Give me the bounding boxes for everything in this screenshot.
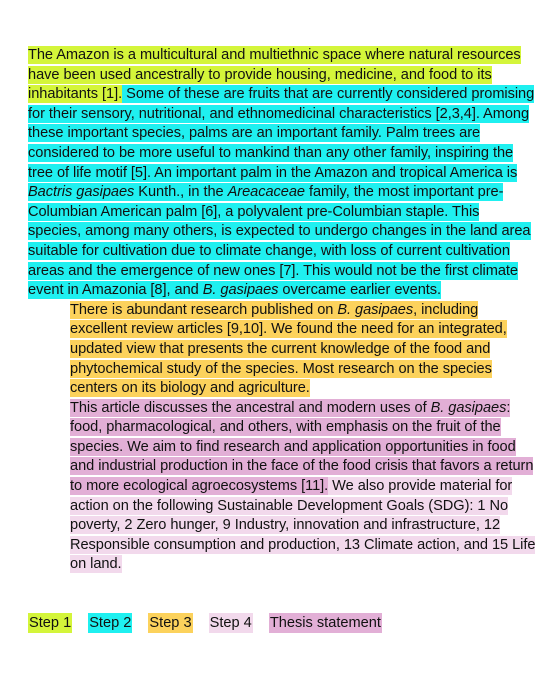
step-2-highlight: family, the most important pre-Columbian American palm [6], a polyvalent pre-Columbian staple. This species, among many others, is expected to undergo changes in the land area suitable for cultivation due to climate change, with loss of current cultivation areas and the emergence of new ones [7]. This would not be the first climate event in Amazonia [8], and: [28, 184, 531, 299]
legend-step-2: Step 2: [89, 615, 132, 631]
step-3-highlight: , including excellent review articles [9,10]. We found the need for an integrated, updated view that presents the current knowledge of the food and phytochemical study of the species. Most research on the species centers on its biology and agriculture.: [70, 301, 507, 397]
species-name-italic: Bactris gasipaes: [28, 184, 135, 201]
species-name-italic: B. gasipaes: [430, 399, 507, 416]
paragraph-3: [28, 399, 536, 575]
species-name-italic: B. gasipaes: [337, 301, 414, 318]
thesis-statement-highlight: : food, pharmacological, and others, with emphasis on the fruit of the species. We aim to find research and application opportunities in food and industrial production in the face of the food crisis that favors a return to more ecological agroecosystems [11].: [70, 399, 534, 495]
step-3-highlight: There is abundant research published on: [70, 301, 338, 318]
thesis-statement-highlight: This article discusses the ancestral and modern uses of: [70, 399, 431, 416]
step-2-highlight: Some of these are fruits that are currently considered promising for their sensory, nutritional, and ethnomedicinal characteristics [2,3,4]. Among these important species, palms are an important family. Palm trees are considered to be more useful to mankind than any other family, inspiring the tree of life motif [5]. An important palm in the Amazon and tropical America is: [28, 86, 535, 181]
paragraph-2: [28, 301, 536, 399]
step-1-highlight: The Amazon is a multicultural and multiethnic space where natural resources have been used ancestrally to provide housing, medicine, and food to its inhabitants [1].: [28, 47, 521, 103]
step-2-highlight: Kunth., in the: [134, 184, 228, 201]
step-2-highlight: overcame earlier events.: [278, 282, 442, 299]
step-4-highlight: We also provide material for action on the following Sustainable Development Goals (SDG): 1 No poverty, 2 Zero hunger, 9 Industry, innovation and infrastructure, 12 Responsible consumption and production, 13 Climate action, and 15 Life on land.: [70, 478, 536, 573]
legend-step-4: Step 4: [209, 615, 252, 631]
legend-thesis-statement: Thesis statement: [269, 615, 381, 631]
paragraph-1: [28, 46, 536, 301]
legend-step-3: Step 3: [149, 615, 192, 631]
color-legend: [28, 613, 382, 633]
family-name-italic: Areacaceae: [227, 184, 305, 201]
species-name-italic: B. gasipaes: [202, 282, 279, 299]
article-text: [28, 46, 536, 575]
legend-step-1: Step 1: [29, 615, 72, 631]
